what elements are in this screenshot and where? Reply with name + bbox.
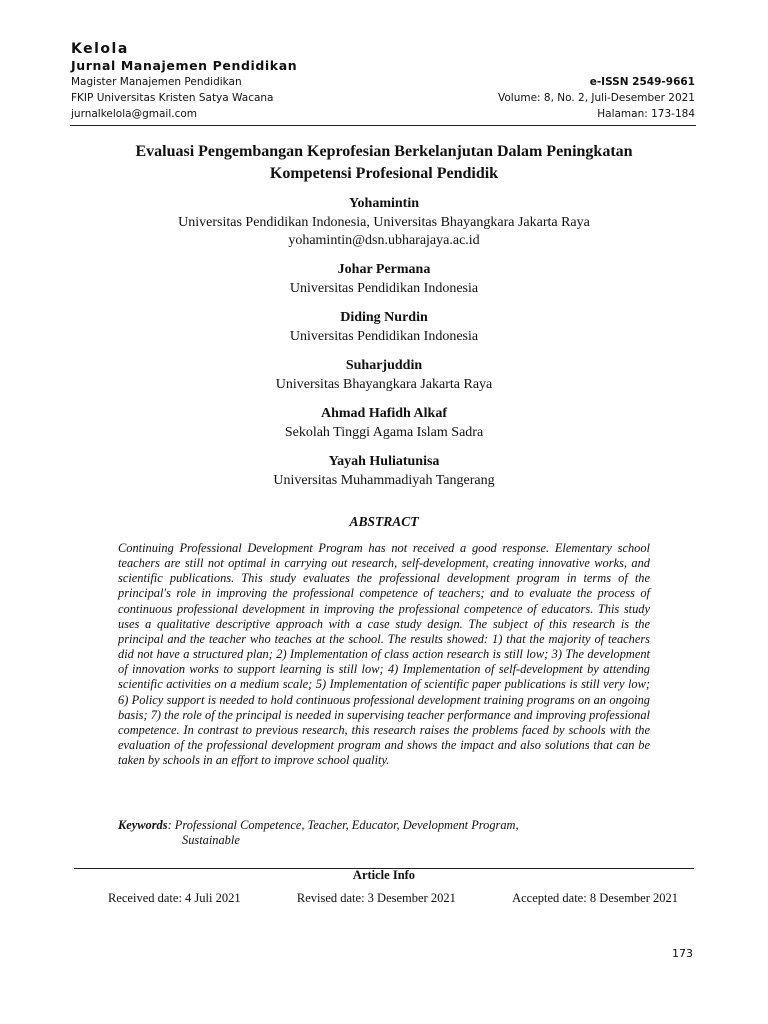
received-date: Received date: 4 Juli 2021 [108,891,241,905]
page-number: 173 [672,947,693,960]
author-block [80,260,688,298]
author-name: Diding Nurdin [340,310,428,325]
author-name: Yohamintin [348,196,420,211]
journal-pages: Halaman: 173-184 [597,108,695,120]
journal-program: Magister Manajemen Pendidikan [71,76,242,88]
journal-header [71,40,297,122]
journal-volume: Volume: 8, No. 2, Juli-Desember 2021 [498,92,695,104]
author-block [80,404,688,442]
author-affiliation: Universitas Pendidikan Indonesia [289,281,479,296]
keywords-list: : Professional Competence, Teacher, Educator, Development Program, [167,818,519,832]
author-name: Johar Permana [337,262,431,277]
paper-title-line-1: Evaluasi Pengembangan Keprofesian Berkelanjutan Dalam Peningkatan [135,143,633,160]
keywords [118,818,650,848]
journal-meta [498,74,695,122]
author-affiliation: Universitas Bhayangkara Jakarta Raya [275,377,493,392]
journal-full-name: Jurnal Manajemen Pendidikan [71,58,298,73]
author-name: Suharjuddin [345,358,423,373]
author-affiliation: Sekolah Tinggi Agama Islam Sadra [284,425,484,440]
accepted-date: Accepted date: 8 Desember 2021 [512,891,678,905]
keywords-label: Keywords [118,818,168,832]
keywords-list-continued: Sustainable [182,833,240,847]
abstract-text: Continuing Professional Development Program has not received a good response. Elementary school teachers are still not optimal in carrying out research, self-development, creating innovative works, and scientific publications. This study evaluates the professional development program in terms of the principal's role in improving the professional competence of teachers; and to evaluate the process of continuous professional development in improving the professional competence of educators. This study uses a qualitative descriptive approach with a case study design. The subject of this research is the principal and the teacher who teaches at the school. The results showed: 1) that the majority of teachers did not have a structured plan; 2) Implementation of class action research is still low; 3) The development of innovation works to support learning is still low; 4) Implementation of self-development by attending scientific activities on a medium scale; 5) Implementation of scientific paper publications is still very low; 6) Policy support is needed to hold continuous professional development training programs on an ongoing basis; 7) the role of the principal is needed in supervising teacher performance and improving professional competence. In contrast to previous research, this research raises the problems faced by schools with the evaluation of the professional development program and shows the impact and also solutions that can be taken by schools in an effort to improve school quality. [118,541,650,768]
journal-issn: e-ISSN 2549-9661 [589,76,695,88]
author-affiliation: Universitas Muhammadiyah Tangerang [273,473,495,488]
journal-name: Kelola [71,41,129,57]
revised-date: Revised date: 3 Desember 2021 [296,891,456,905]
author-name: Ahmad Hafidh Alkaf [320,406,448,421]
abstract-heading: ABSTRACT [349,514,419,529]
author-block [80,194,688,250]
author-affiliation: Universitas Pendidikan Indonesia [289,329,479,344]
author-list [80,194,688,500]
author-block [80,452,688,490]
article-info-dates [108,891,678,906]
author-block [80,356,688,394]
journal-faculty: FKIP Universitas Kristen Satya Wacana [71,92,274,104]
paper-title [80,141,688,185]
journal-email: jurnalkelola@gmail.com [71,108,197,120]
author-block [80,308,688,346]
author-email: yohamintin@dsn.ubharajaya.ac.id [288,233,480,248]
author-name: Yayah Huliatunisa [328,454,440,469]
header-divider [70,125,696,126]
article-info-heading: Article Info [352,868,416,882]
author-affiliation: Universitas Pendidikan Indonesia, Universitas Bhayangkara Jakarta Raya [178,215,590,230]
paper-title-line-2: Kompetensi Profesional Pendidik [269,165,499,182]
